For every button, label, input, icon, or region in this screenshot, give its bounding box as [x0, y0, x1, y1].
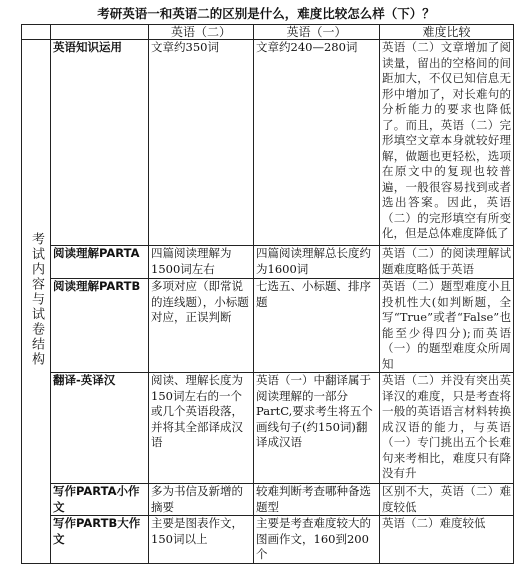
header-blank	[51, 25, 149, 40]
english-2-cell: 阅读、理解长度为150词左右的一个或几个英语段落，并将其全部译成汉语	[149, 373, 254, 484]
table-row	[22, 516, 514, 564]
difficulty-cell: 区别不大，英语（二）难度较低	[380, 484, 514, 516]
difficulty-cell: 英语（二）题型难度小且投机性大(如判断题，全写“True”或者“False”也能至少得四分);而英语（一）的题型难度众所周知	[380, 279, 514, 373]
english-1-cell: 七选五、小标题、排序题	[254, 279, 380, 373]
english-1-cell: 四篇阅读理解总长度约为1600词	[254, 246, 380, 279]
english-2-cell: 文章约350词	[149, 40, 254, 246]
difficulty-cell: 英语（二）并没有突出英译汉的难度，只是考查将一般的英语语言材料转换成汉语的能力，与英语（一）专门挑出五个长难句来考相比，难度只有降没有升	[380, 373, 514, 484]
header-row	[22, 25, 514, 40]
english-2-cell: 四篇阅读理解为1500词左右	[149, 246, 254, 279]
row-name: 阅读理解PARTA	[51, 246, 149, 279]
row-name: 写作PARTA小作文	[51, 484, 149, 516]
table-row	[22, 246, 514, 279]
category-label: 考试内容与试卷结构	[22, 40, 51, 564]
english-1-cell: 较难判断考查哪种备选题型	[254, 484, 380, 516]
english-1-cell: 主要是考查难度较大的图画作文，160到200个	[254, 516, 380, 564]
english-2-cell: 主要是图表作文，150词以上	[149, 516, 254, 564]
english-1-cell: 文章约240—280词	[254, 40, 380, 246]
table-row	[22, 373, 514, 484]
difficulty-cell: 英语（二）难度较低	[380, 516, 514, 564]
row-name: 翻译-英译汉	[51, 373, 149, 484]
header-english-2: 英语（二）	[149, 25, 254, 40]
english-2-cell: 多项对应（即常说的连线题），小标题对应，正误判断	[149, 279, 254, 373]
english-2-cell: 多为书信及新增的摘要	[149, 484, 254, 516]
header-english-1: 英语（一）	[254, 25, 380, 40]
header-difficulty: 难度比较	[380, 25, 514, 40]
page-title: 考研英语一和英语二的区别是什么，难度比较怎么样（下）？	[97, 6, 435, 21]
english-1-cell: 英语（一）中翻译属于阅读理解的一部分PartC,要求考生将五个画线句子(约150词)翻译成汉语	[254, 373, 380, 484]
difficulty-cell: 英语（二）的阅读理解试题难度略低于英语	[380, 246, 514, 279]
table-row	[22, 279, 514, 373]
row-name: 阅读理解PARTB	[51, 279, 149, 373]
header-blank	[22, 25, 51, 40]
row-name: 英语知识运用	[51, 40, 149, 246]
table-row	[22, 40, 514, 246]
comparison-table	[21, 24, 514, 564]
table-row	[22, 484, 514, 516]
difficulty-cell: 英语（二）文章增加了阅读量，留出的空格间的间距加大，不仅已知信息无形中增加了，对长难句的分析能力的要求也降低了。而且，英语（二）完形填空文章本身就较好理解，做题也更轻松，选项在原文中的复现也较普遍，一般很容易找到或者选出答案。因此，英语（二）的完形填空有所变化，但是总体难度降低了	[380, 40, 514, 246]
row-name: 写作PARTB大作文	[51, 516, 149, 564]
